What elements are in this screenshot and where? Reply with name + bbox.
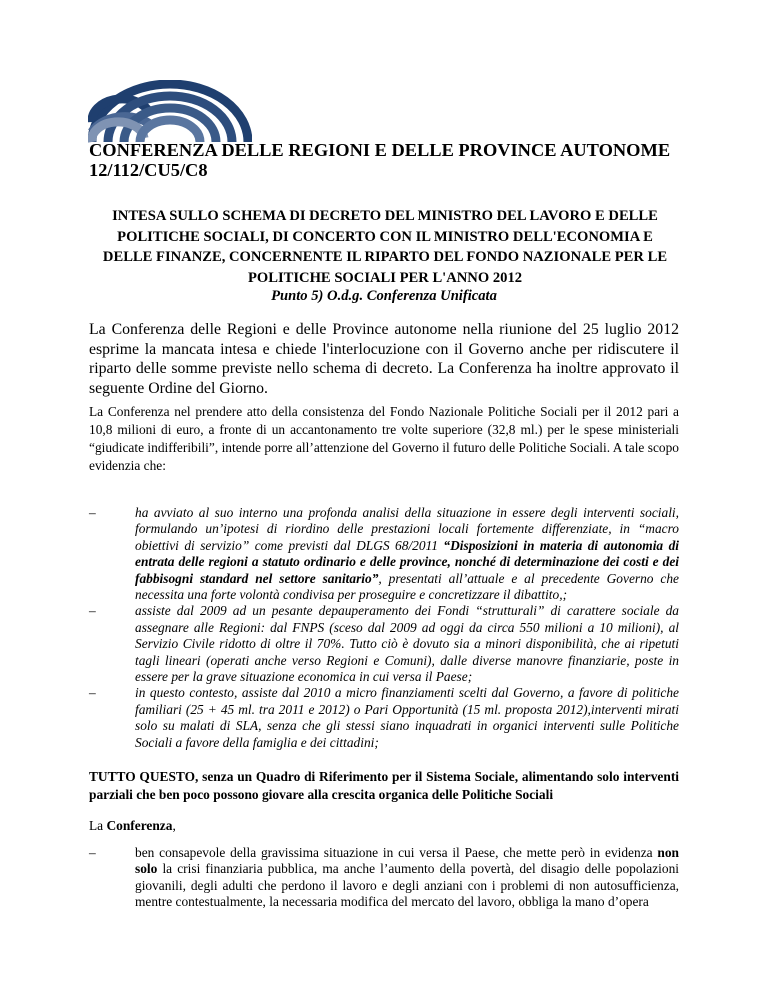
summary-statement xyxy=(89,768,679,803)
agenda-item: Punto 5) O.d.g. Conferenza Unificata xyxy=(271,288,497,304)
la-conferenza-label xyxy=(89,818,176,834)
list-item xyxy=(89,505,679,603)
list-item xyxy=(89,685,679,751)
list-item xyxy=(89,603,679,685)
list-item xyxy=(89,845,679,911)
intesa-heading: INTESA SULLO SCHEMA DI DECRETO DEL MINISTRO DEL LAVORO E DELLE POLITICHE SOCIALI, DI CONCERTO CON IL MINISTRO DELL'ECONOMIA E DELLE FINANZE, CONCERNENTE IL RIPARTO DEL FONDO NAZIONALE PER LE POLITICHE SOCIALI PER L'ANNO 2012 xyxy=(102,208,668,286)
summary-text: TUTTO QUESTO, senza un Quadro di Riferimento per il Sistema Sociale, alimentando solo interventi parziali che ben poco possono giovare alla crescita organica delle Politiche Sociali xyxy=(89,769,679,802)
conference-paragraph: La Conferenza nel prendere atto della consistenza del Fondo Nazionale Politiche Sociali per il 2012 pari a 10,8 milioni di euro, a fronte di un accantonamento tre volte superiore (32,8 ml.) per le spese ministeriali “giudicate indifferibili”, intende porre all’attenzione del Governo il futuro delle Politiche Sociali. A tale scopo evidenzia che: xyxy=(89,404,679,473)
list-item-text-cont: , presentati all’attuale e al precedente Governo che necessita una forte volontà condivisa per proseguire e concretizzare il dibattito,; xyxy=(135,570,679,603)
list-item-bold-text: non solo xyxy=(135,845,679,877)
label-prefix: La xyxy=(89,818,107,833)
list-item-bold-text: “Disposizioni in materia di autonomia di entrata delle regioni a statuto ordinario e delle province, nonché di determinazione dei costi e dei fabbisogni standard nel settore sanitario” xyxy=(135,537,679,586)
list-item-text-cont: la crisi finanziaria pubblica, ma anche l’aumento della povertà, del disagio delle popolazioni giovanili, degli adulti che perdono il lavoro e degli anziani con i problemi di non autosufficienza, mentre contestualmente, la necessaria modifica del mercato del lavoro, obbliga la mano d’opera xyxy=(135,861,679,910)
dash-bullet: – xyxy=(89,603,96,619)
org-name: CONFERENZA DELLE REGIONI E DELLE PROVINCE AUTONOME xyxy=(89,140,671,160)
list-item-text: ben consapevole della gravissima situazione in cui versa il Paese, che mette però in evidenza xyxy=(135,845,658,860)
list-item-text: ha avviato al suo interno una profonda analisi della situazione in essere degli interventi sociali, formulando un’ipotesi di riordino delle prestazioni locali fortemente differenziate, in “macro obiettivi di servizio” come previsti dal DLGS 68/2011 xyxy=(135,505,679,553)
conference-logo-icon xyxy=(88,80,252,146)
dash-bullet: – xyxy=(89,685,96,701)
list-item-text: assiste dal 2009 ad un pesante depauperamento dei Fondi “strutturali” di carattere sociale da assegnare alle Regioni: dal FNPS (sceso dal 2009 ad oggi da circa 550 milioni a 10 milioni), al Servizio Civile ridotto di oltre il 70%. Tutto ciò è dovuto sia a minori disponibilità, che ai ripetuti tagli lineari (operati anche verso Regioni e Comuni), dalle diverse manovre finanziarie, poste in essere per la grave situazione economica in cui versa il Paese; xyxy=(135,603,679,685)
page-title xyxy=(89,140,729,180)
intro-paragraph: La Conferenza delle Regioni e delle Province autonome nella riunione del 25 luglio 2012 esprime la mancata intesa e chiede l'interlocuzione con il Governo anche per ridiscutere il riparto delle somme previste nello schema di decreto. La Conferenza ha inoltre approvato il seguente Ordine del Giorno. xyxy=(89,321,679,398)
doc-code: 12/112/CU5/C8 xyxy=(89,160,208,180)
evidence-list xyxy=(89,505,679,751)
label-suffix: , xyxy=(172,818,176,833)
considerations-list xyxy=(89,845,679,911)
label-bold: Conferenza xyxy=(106,818,173,833)
dash-bullet: – xyxy=(89,845,96,860)
dash-bullet: – xyxy=(89,505,96,520)
list-item-text: in questo contesto, assiste dal 2010 a micro finanziamenti scelti dal Governo, a favore di politiche familiari (25 + 45 ml. tra 2011 e 2012) o Pari Opportunità (15 ml. proposta 2012),interventi mirati solo su malati di SLA, senza che gli stessi siano inquadrati in organici interventi sulle Politiche Sociali a favore della famiglia e dei cittadini; xyxy=(135,685,679,750)
